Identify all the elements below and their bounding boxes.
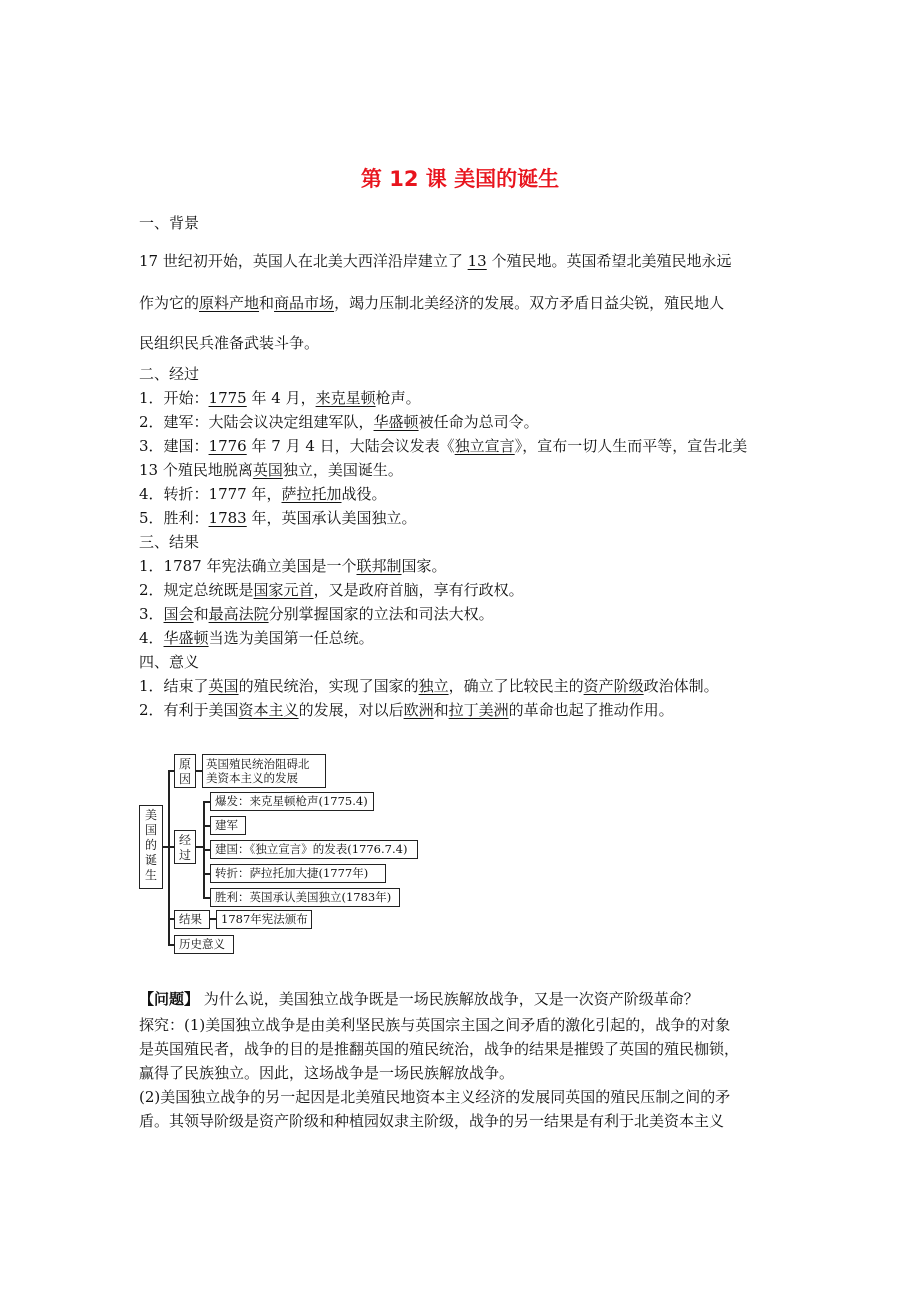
diagram-process-label: 经 过 <box>174 830 196 864</box>
diagram-root-char: 诞 <box>144 853 157 867</box>
diagram-cause-label: 原 因 <box>174 754 196 788</box>
background-line-1: 17 世纪初开始，英国人在北美大西洋沿岸建立了 13 个殖民地。英国希望北美殖民地永远 <box>139 252 732 270</box>
process-item-2: 2．建军：大陆会议决定组建军队，华盛顿被任命为总司令。 <box>139 413 539 431</box>
question-tag: 【问题】 <box>139 990 200 1008</box>
diagram-connector <box>203 801 210 803</box>
meaning-item-1: 1．结束了英国的殖民统治，实现了国家的独立，确立了比较民主的资产阶级政治体制。 <box>139 677 719 695</box>
result-item-4: 4．华盛顿当选为美国第一任总统。 <box>139 629 374 647</box>
diagram-connector <box>203 825 210 827</box>
diagram-root-char: 的 <box>144 838 157 852</box>
section-background-heading: 一、背景 <box>139 214 200 232</box>
result-item-2: 2．规定总统既是国家元首，又是政府首脑，享有行政权。 <box>139 581 524 599</box>
diagram-process-item: 转折：萨拉托加大捷(1777年) <box>210 864 386 883</box>
result-item-1: 1．1787 年宪法确立美国是一个联邦制国家。 <box>139 557 447 575</box>
process-item-4: 4．转折：1777 年，萨拉托加战役。 <box>139 485 387 503</box>
diagram-process-item: 建军 <box>210 816 246 835</box>
meaning-item-2: 2．有利于美国资本主义的发展，对以后欧洲和拉丁美洲的革命也起了推动作用。 <box>139 701 674 719</box>
process-item-3a: 3．建国：1776 年 7 月 4 日，大陆会议发表《独立宣言》，宣布一切人生而平等，宣告北美 <box>139 437 748 455</box>
diagram-root-box <box>139 805 163 889</box>
diagram-meaning-label: 历史意义 <box>174 935 234 954</box>
section-process-heading: 二、经过 <box>139 365 200 383</box>
diagram-root-char: 国 <box>144 823 157 837</box>
answer-line-4: (2)美国独立战争的另一起因是北美殖民地资本主义经济的发展同英国的殖民压制之间的矛 <box>139 1088 731 1106</box>
diagram-connector <box>203 873 210 875</box>
background-line-2: 作为它的原料产地和商品市场，竭力压制北美经济的发展。双方矛盾日益尖锐，殖民地人 <box>139 294 725 312</box>
diagram-result-label: 结果 <box>174 910 210 929</box>
answer-line-2: 是英国殖民者，战争的目的是推翻英国的殖民统治，战争的结果是摧毁了英国的殖民枷锁， <box>139 1040 740 1058</box>
diagram-connector <box>203 897 210 899</box>
diagram-cause-text: 英国殖民统治阻碍北 美资本主义的发展 <box>202 754 326 788</box>
section-meaning-heading: 四、意义 <box>139 653 200 671</box>
question-line: 【问题】 为什么说，美国独立战争既是一场民族解放战争，又是一次资产阶级革命？ <box>139 990 699 1008</box>
section-result-heading: 三、结果 <box>139 533 200 551</box>
answer-line-1: 探究：(1)美国独立战争是由美利坚民族与英国宗主国之间矛盾的激化引起的，战争的对象 <box>139 1016 731 1034</box>
diagram-root-char: 美 <box>144 808 157 822</box>
diagram-root-char: 生 <box>144 868 157 882</box>
diagram-process-item: 爆发：来克星顿枪声(1775.4) <box>210 792 374 811</box>
page-title: 第 12 课 美国的诞生 <box>360 167 560 191</box>
diagram-process-item: 胜利：英国承认美国独立(1783年) <box>210 888 400 907</box>
process-item-1: 1．开始：1775 年 4 月，来克星顿枪声。 <box>139 389 421 407</box>
diagram-connector <box>203 849 210 851</box>
process-item-3b: 13 个殖民地脱离英国独立，美国诞生。 <box>139 461 403 479</box>
diagram-result-text: 1787年宪法颁布 <box>216 910 312 929</box>
process-item-5: 5．胜利：1783 年，英国承认美国独立。 <box>139 509 417 527</box>
diagram-process-item: 建国：《独立宣言》的发表(1776.7.4) <box>210 840 418 859</box>
background-line-3: 民组织民兵准备武装斗争。 <box>139 334 320 352</box>
answer-line-3: 赢得了民族独立。因此，这场战争是一场民族解放战争。 <box>139 1064 515 1082</box>
answer-line-5: 盾。其领导阶级是资产阶级和种植园奴隶主阶级，战争的另一结果是有利于北美资本主义 <box>139 1112 725 1130</box>
result-item-3: 3．国会和最高法院分别掌握国家的立法和司法大权。 <box>139 605 494 623</box>
